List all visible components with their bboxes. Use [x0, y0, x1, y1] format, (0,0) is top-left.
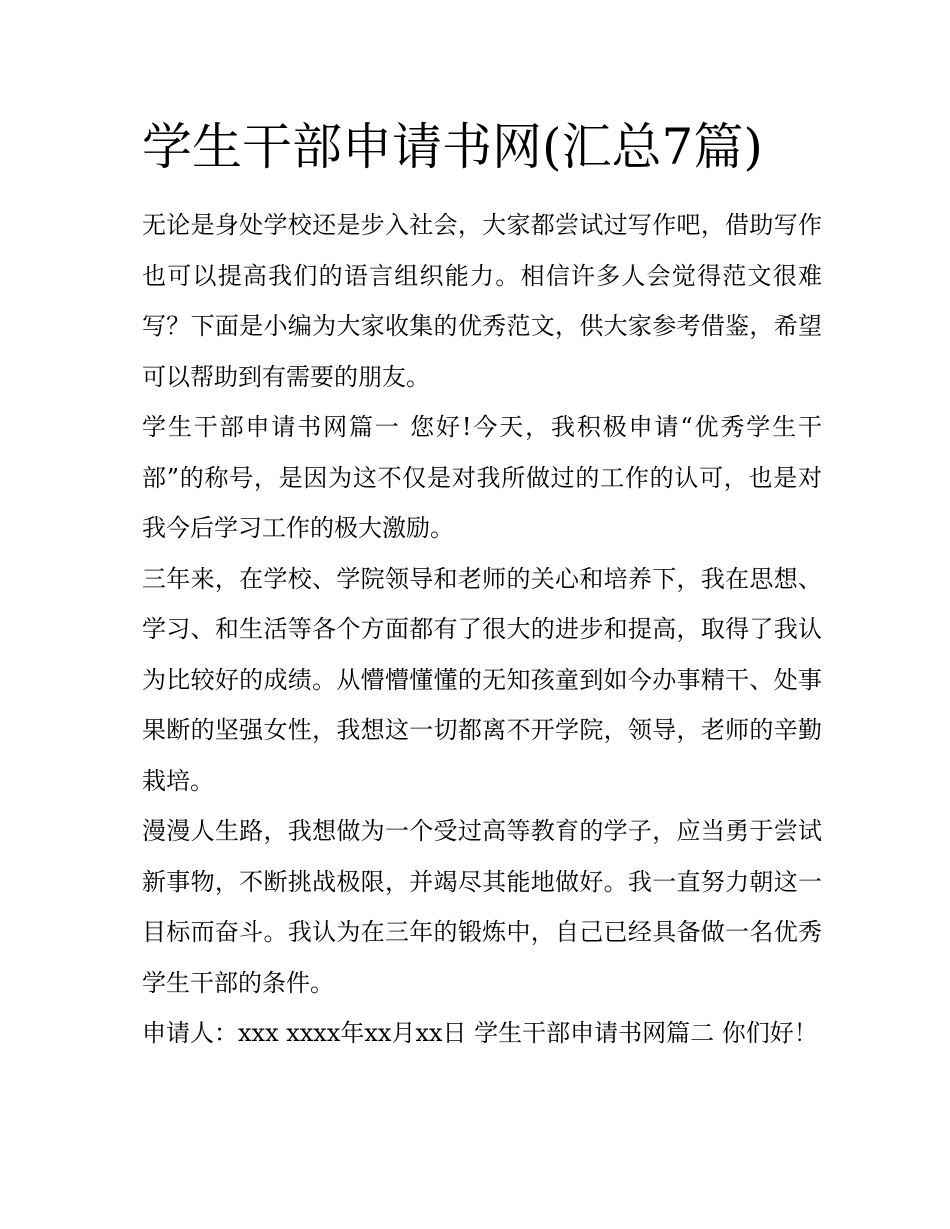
- paragraph-signature: 申请人：xxx xxxx年xx月xx日 学生干部申请书网篇二 你们好！: [142, 1019, 818, 1047]
- paragraph-life-road: 漫漫人生路，我想做为一个受过高等教育的学子，应当勇于尝试新事物，不断挑战极限，并竭尽其能地做好。我一直努力朝这一目标而奋斗。我认为在三年的锻炼中，自己已经具备做一名优秀学生干部的条件。: [142, 817, 822, 997]
- paragraph-intro: 无论是身处学校还是步入社会，大家都尝试过写作吧，借助写作也可以提高我们的语言组织能力。相信许多人会觉得范文很难写？下面是小编为大家收集的优秀范文，供大家参考借鉴，希望可以帮助到有需要的朋友。: [142, 211, 822, 391]
- document-title: 学生干部申请书网(汇总7篇): [142, 118, 763, 176]
- paragraph-three-years: 三年来，在学校、学院领导和老师的关心和培养下，我在思想、学习、和生活等各个方面都有了很大的进步和提高，取得了我认为比较好的成绩。从懵懵懂懂的无知孩童到如今办事精干、处事果断的坚强女性，我想这一切都离不开学院，领导，老师的辛勤栽培。: [142, 564, 822, 795]
- document-body: [142, 112, 822, 1059]
- paragraph-application-one: 学生干部申请书网篇一 您好!今天，我积极申请“优秀学生干部”的称号，是因为这不仅是对我所做过的工作的认可，也是对我今后学习工作的极大激励。: [142, 413, 822, 542]
